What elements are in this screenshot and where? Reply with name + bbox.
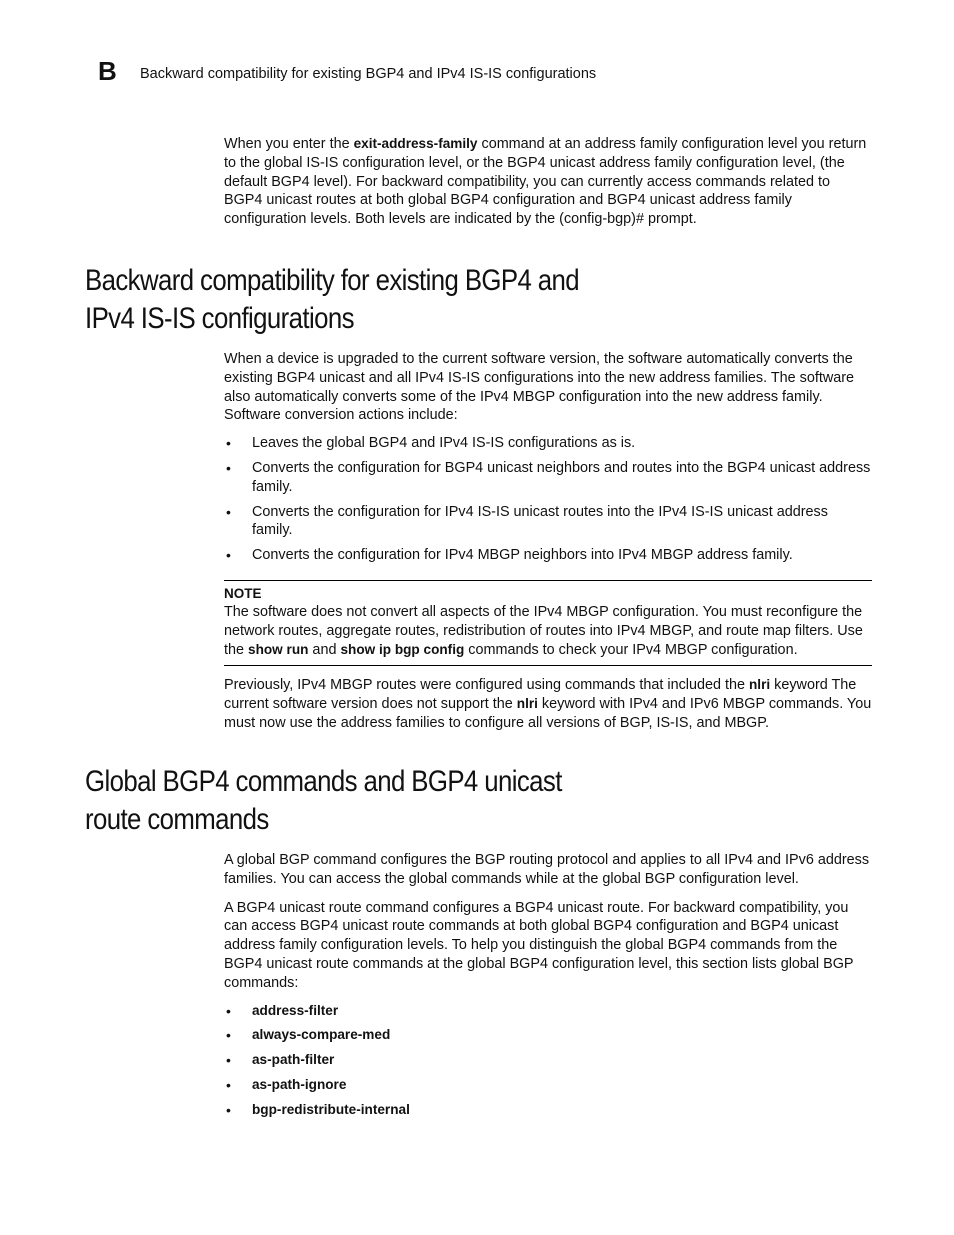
command-keyword: as-path-ignore (252, 1076, 347, 1092)
command-keyword: exit-address-family (353, 136, 478, 151)
section-heading-global-bgp4: Global BGP4 commands and BGP4 unicast route commands (85, 765, 562, 836)
section2-paragraph-1: A global BGP command configures the BGP routing protocol and applies to all IPv4 and IPv6 address families. You can access the global commands while at the global BGP configuration level. (224, 852, 870, 887)
appendix-letter: B (98, 56, 117, 86)
list-item: • Converts the configuration for IPv4 MBGP neighbors into IPv4 MBGP address family. (226, 547, 793, 564)
command-keyword: nlri (749, 677, 771, 693)
list-item: • Converts the configuration for IPv4 IS-IS unicast routes into the IPv4 IS-IS unicast address family. (226, 503, 828, 539)
list-item: • as-path-filter (226, 1052, 335, 1069)
list-item: • always-compare-med (226, 1027, 391, 1044)
section1-body (224, 350, 872, 733)
section2-paragraph-2: A BGP4 unicast route command configures a BGP4 unicast route. For backward compatibility, you can access BGP4 unicast route commands at both global BGP4 configuration and BGP4 unicast address family configuration levels. To help you distinguish the global BGP4 commands from the BGP4 unicast route commands at the global BGP4 configuration level, this section lists global BGP commands: (224, 899, 854, 991)
command-keyword: nlri (516, 696, 538, 712)
command-keyword: show ip bgp config (340, 641, 465, 657)
intro-section (224, 135, 872, 229)
command-keyword: as-path-filter (252, 1052, 335, 1068)
command-keyword: show run (248, 641, 309, 657)
list-item: • Converts the configuration for BGP4 unicast neighbors and routes into the BGP4 unicast address family. (226, 459, 871, 495)
list-item: • as-path-ignore (226, 1076, 347, 1093)
global-bgp-commands-list (224, 1002, 872, 1120)
section-heading-backward-compat: Backward compatibility for existing BGP4 and IPv4 IS-IS configurations (85, 264, 580, 335)
list-item: • Leaves the global BGP4 and IPv4 IS-IS configurations as is. (226, 435, 636, 452)
command-keyword: always-compare-med (252, 1027, 391, 1043)
list-item: • bgp-redistribute-internal (226, 1101, 410, 1118)
running-header: Backward compatibility for existing BGP4 and IPv4 IS-IS configurations (140, 66, 597, 82)
note-label: NOTE (224, 585, 262, 601)
section1-paragraph: When a device is upgraded to the current software version, the software automatically converts the existing BGP4 unicast and all IPv4 IS-IS configurations into the new address families. The software also automatically converts some of the IPv4 MBGP configuration into the new address family. Software conversion actions include: (224, 351, 855, 424)
note-text: The software does not convert all aspects of the IPv4 MBGP configuration. You must reconfigure the network routes, aggregate routes, redistribution of routes into IPv4 MBGP, and route map filters. Use the show run and show ip bgp config commands to check your IPv4 MBGP configuration. (224, 603, 863, 658)
nlri-paragraph: Previously, IPv4 MBGP routes were configured using commands that included the nlri keyword The current software version does not support the nlri keyword with IPv4 and IPv6 MBGP commands. You must now use the address families to configure all versions of BGP, IS-IS, and MBGP. (224, 677, 872, 731)
list-item: • address-filter (226, 1002, 339, 1019)
conversion-actions-list (224, 434, 872, 565)
intro-paragraph: When you enter the exit-address-family command at an address family configuration level you return to the global IS-IS configuration level, or the BGP4 unicast address family configuration level, (the default BGP4 level). For backward compatibility, you can currently access commands related to BGP4 unicast routes at both global BGP4 configuration and BGP4 unicast address family configuration levels. Both levels are indicated by the (config-bgp)# prompt. (224, 136, 867, 228)
command-keyword: address-filter (252, 1002, 339, 1018)
section2-body (224, 851, 872, 1120)
command-keyword: bgp-redistribute-internal (252, 1101, 410, 1117)
note-box (224, 580, 872, 666)
